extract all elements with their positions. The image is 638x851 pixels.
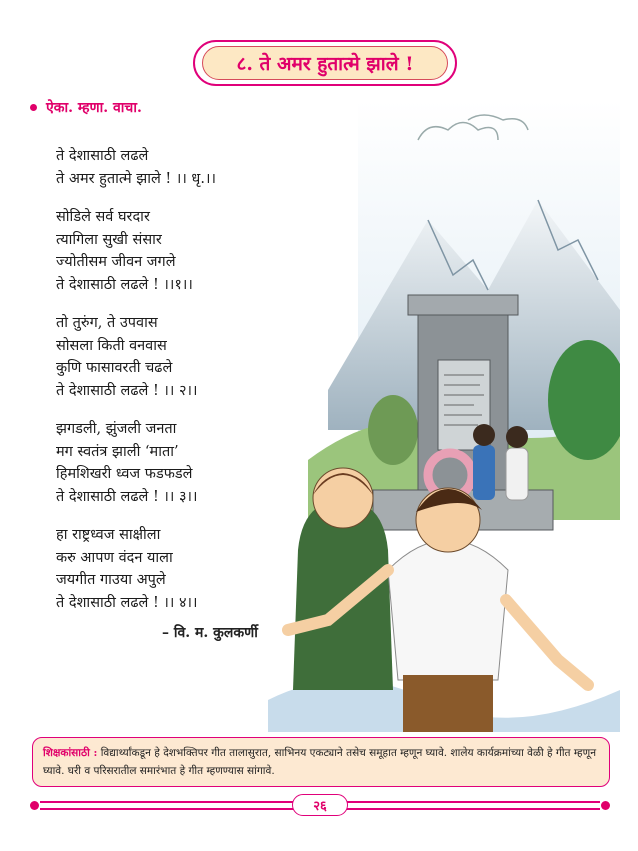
page-footer <box>30 794 610 818</box>
poem-line: तो तुरुंग, ते उपवास <box>56 315 158 331</box>
title-frame <box>193 40 457 86</box>
tree <box>368 395 418 465</box>
poem-line: ते अमर हुतात्मे झाले ! ।। धृ.।। <box>56 170 216 187</box>
page-number: २६ <box>292 794 348 816</box>
bullet-icon <box>30 104 37 111</box>
footer-dot-icon <box>30 801 39 810</box>
instruction-text: ऐका. म्हणा. वाचा. <box>46 100 142 116</box>
lesson-title: ८. ते अमर हुतात्मे झाले ! <box>202 46 448 80</box>
note-label: शिक्षकांसाठी : <box>43 747 98 759</box>
poem <box>56 145 356 630</box>
poem-line: ते देशासाठी लढले ! ।।१।। <box>56 276 193 293</box>
poem-line: जयगीत गाउया अपुले <box>56 572 166 588</box>
poem-line: ते देशासाठी लढले ! ।। ४।। <box>56 594 198 611</box>
child-bg-1 <box>473 445 495 500</box>
poem-line: ज्योतीसम जीवन जगले <box>56 254 176 270</box>
poem-line: सोसला किती वनवास <box>56 337 167 354</box>
poem-line: ते देशासाठी लढले ! ।। ३।। <box>56 488 198 505</box>
stanza <box>56 524 356 614</box>
instruction <box>30 98 142 117</box>
stanza <box>56 145 356 190</box>
poem-line: सोडिले सर्व घरदार <box>56 209 150 225</box>
note-text: विद्यार्थ्यांकडून हे देशभक्तिपर गीत तालासुरात, साभिनय एकट्याने तसेच समूहात म्हणून घ्यावे. शालेय कार्यक्रमांच्या वेळी हे गीत म्हणून घ्यावे. घरी व परिसरातील समारंभात हे गीत म्हणण्यास सांगावे. <box>43 747 597 777</box>
poem-line: करु आपण वंदन याला <box>56 549 173 566</box>
child-bg-1-head <box>473 424 495 446</box>
footer-dot-icon <box>601 801 610 810</box>
poem-line: हा राष्ट्रध्वज साक्षीला <box>56 527 161 543</box>
poem-line: कुणि फासावरती चढले <box>56 360 173 376</box>
child-bg-2 <box>506 448 528 500</box>
stanza <box>56 312 356 402</box>
teacher-note <box>32 737 610 787</box>
child-bg-2-head <box>506 426 528 448</box>
boy-arm <box>506 600 588 685</box>
poem-line: ते देशासाठी लढले ! ।। २।। <box>56 382 198 399</box>
boy-shorts <box>403 675 493 732</box>
poem-line: मग स्वतंत्र झाली ‘माता’ <box>56 443 179 460</box>
poem-line: त्यागिला सुखी संसार <box>56 231 162 248</box>
stanza <box>56 418 356 508</box>
stanza <box>56 206 356 296</box>
poem-line: हिमशिखरी ध्वज फडफडले <box>56 466 193 482</box>
poem-author: – वि. म. कुलकर्णी <box>162 625 258 641</box>
poem-line: झगडली, झुंजली जनता <box>56 421 177 437</box>
boy-shirt <box>388 540 508 680</box>
memorial-cap <box>408 295 518 315</box>
poem-line: ते देशासाठी लढले <box>56 148 149 164</box>
